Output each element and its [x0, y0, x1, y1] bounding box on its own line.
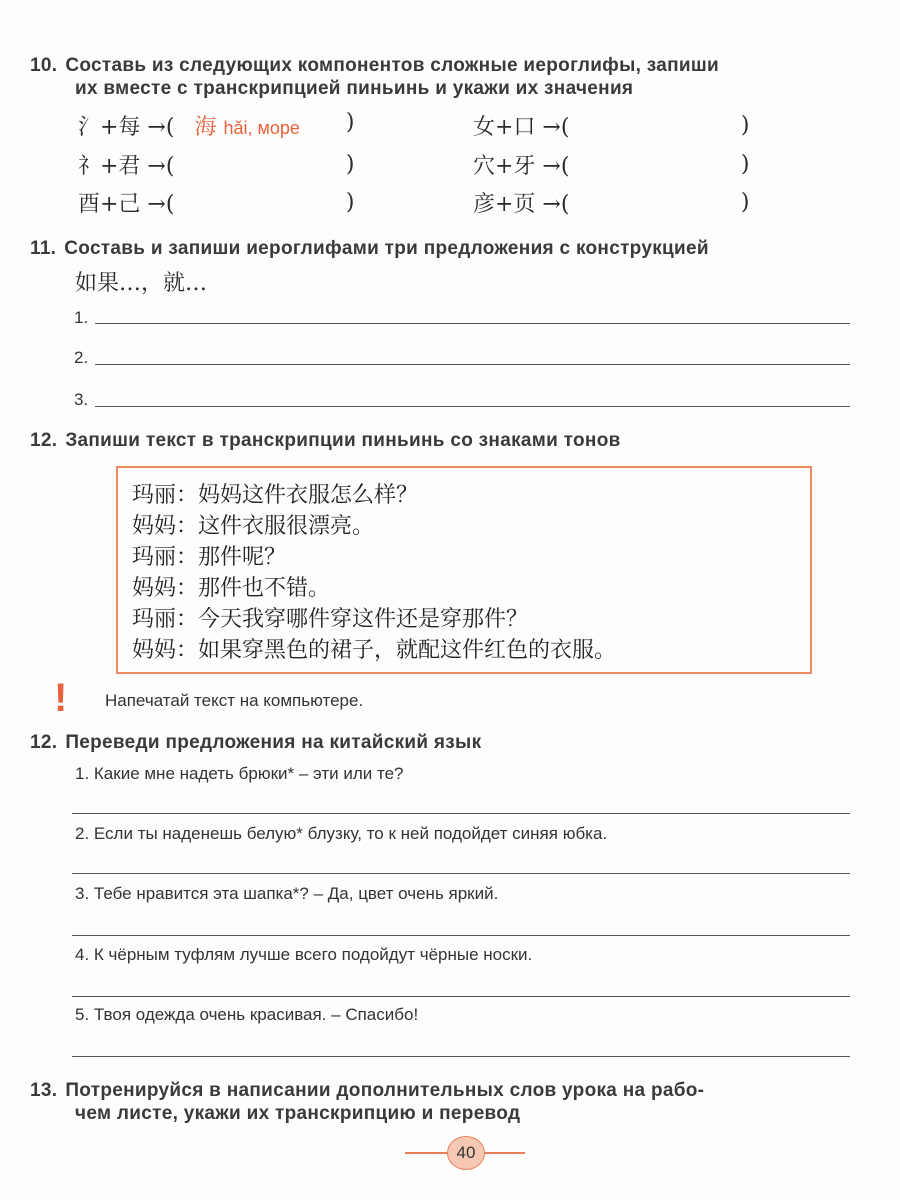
sentence: 4. К чёрным туфлям лучше всего подойдут чёрные носки.	[75, 945, 533, 964]
ex12b-heading: 12. Переведи предложения на китайский язык	[30, 732, 482, 753]
ex13-heading-2: чем листе, укажи их транскрипцию и перевод	[75, 1103, 521, 1124]
answer-line[interactable]	[72, 813, 850, 814]
line-number: 3.	[74, 390, 89, 409]
sentence: 5. Твоя одежда очень красивая. – Спасибо!	[75, 1005, 419, 1024]
dialog-line: 妈妈：这件衣服很漂亮。	[132, 514, 375, 539]
ex10-item-3: 礻+君 →( )	[78, 152, 355, 179]
dialog-box	[116, 466, 812, 674]
dialog-line: 玛丽：那件呢？	[132, 545, 287, 570]
note-text: Напечатай текст на компьютере.	[105, 691, 364, 710]
ex10-item-5: 酉+己 →( )	[78, 190, 355, 217]
dialog-line: 妈妈：如果穿黑色的裙子，就配这件红色的衣服。	[132, 638, 617, 663]
exclamation-icon: !	[54, 676, 68, 720]
ex10-item-2: 女+口 →( )	[473, 113, 750, 140]
sentence: 1. Какие мне надеть брюки* – эти или те?	[75, 764, 404, 783]
ex10-item-4: 穴+牙 →( )	[473, 152, 750, 179]
answer-line[interactable]	[95, 364, 850, 365]
sentence: 2. Если ты наденешь белую* блузку, то к ней подойдет синяя юбка.	[75, 824, 608, 843]
ex10-item-1: 氵+每 →( 海 hǎi, море )	[78, 110, 355, 140]
dialog-line: 玛丽：今天我穿哪件穿这件还是穿那件？	[132, 607, 529, 632]
ex13-heading: 13. Потренируйся в написании дополнительных слов урока на рабо-	[30, 1080, 705, 1101]
answer-line[interactable]	[72, 935, 850, 936]
ex12a-heading: 12. Запиши текст в транскрипции пиньинь со знаками тонов	[30, 430, 621, 451]
line-number: 1.	[74, 308, 89, 327]
ex11-heading: 11. Составь и запиши иероглифами три предложения с конструкцией	[30, 238, 709, 259]
answer-line[interactable]	[72, 996, 850, 997]
sentence: 3. Тебе нравится эта шапка*? – Да, цвет очень яркий.	[75, 884, 499, 903]
ex10-item-6: 彦+页 →( )	[473, 190, 750, 217]
ex10-heading-2: их вместе с транскрипцией пиньинь и укажи их значения	[75, 78, 634, 99]
ex11-construction: 如果…，就…	[75, 271, 208, 296]
answer-line[interactable]	[72, 1056, 850, 1057]
answer-line[interactable]	[95, 323, 850, 324]
answer-line[interactable]	[72, 873, 850, 874]
dialog-line: 玛丽：妈妈这件衣服怎么样？	[132, 483, 419, 508]
ex10-heading: 10. Составь из следующих компонентов сложные иероглифы, запиши	[30, 55, 720, 76]
page-number: 40	[447, 1136, 485, 1170]
dialog-line: 妈妈：那件也不错。	[132, 576, 331, 601]
answer-line[interactable]	[95, 406, 850, 407]
line-number: 2.	[74, 348, 89, 367]
